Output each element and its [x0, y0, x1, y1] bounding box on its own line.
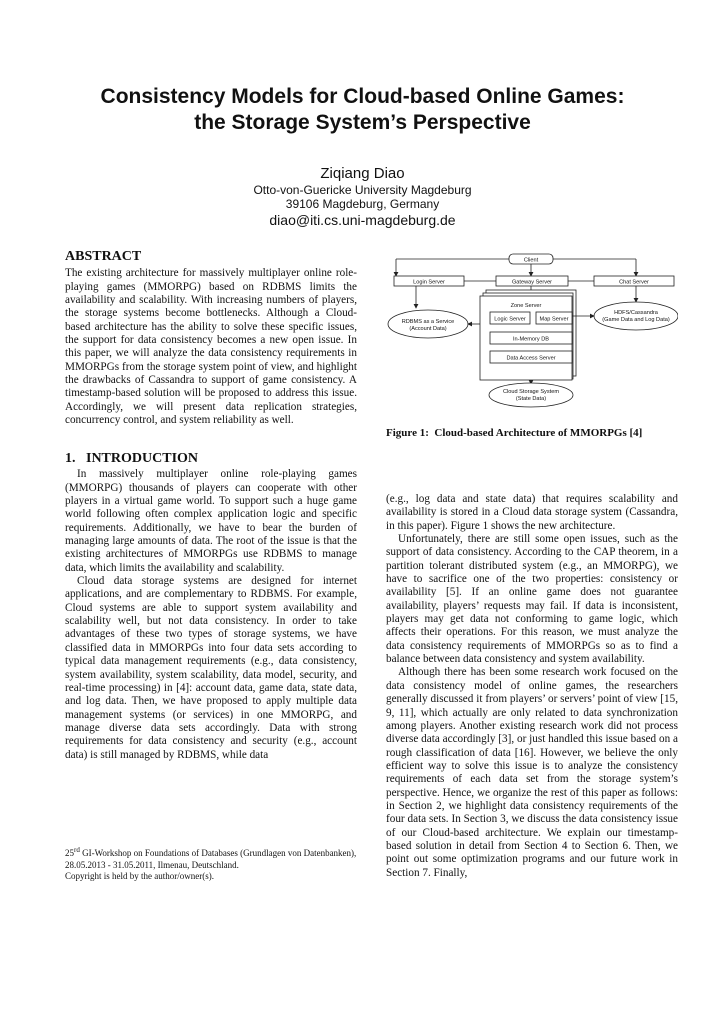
- introduction-heading: 1. INTRODUCTION: [65, 451, 199, 466]
- footnote: [65, 845, 357, 883]
- footnote-copyright: Copyright is held by the author/owner(s).: [65, 871, 214, 881]
- figure-caption: Figure 1: Cloud-based Architecture of MMORPGs [4]: [386, 427, 643, 439]
- hdfs-label: HDFS/Cassandra: [614, 310, 658, 316]
- abstract-text: The existing architecture for massively multiplayer online role-playing games (MMORPG) based on RDBMS limits the availability and scalability. With increasing numbers of players, the storage systems become bottlenecks. Although a Cloud-based architecture has the ability to solve these specific issues, the support for data consistency becomes a new open issue. In this paper, we will analyze the data consistency requirements in MMORPGs from the storage system point of view, and highlight the drawbacks of Cassandra to support of game consistency. A timestamp-based solution will be proposed to address this issue. Accordingly, we will present data replication strategies, concurrency control, and system reliability as well.: [65, 267, 357, 427]
- paper-title: [0, 84, 725, 136]
- introduction-section: [65, 452, 357, 762]
- cloud-storage-sublabel: (State Data): [515, 396, 547, 402]
- rdbms-label: RDBMS as a Service: [401, 319, 455, 325]
- hdfs-sublabel: (Game Data and Log Data): [602, 317, 670, 323]
- architecture-figure: [386, 252, 678, 412]
- abstract-section: [65, 250, 357, 427]
- right-paragraph-1: (e.g., log data and state data) that requires scalability and availability is stored in a Cloud data storage system (Cassandra, in this paper). Figure 1 shows the new architecture.: [386, 493, 678, 532]
- right-paragraph-3: Although there has been some research work focused on the data consistency model of online games, the researchers generally discussed it from players’ or servers’ point of view [15, 9, 11], which actually are only related to data synchronization among players. Another existing research work did not process diverse data accordingly [3], or just handled this issue based on a rough classification of data [16]. However, we believe the only efficient way to solve this issue is to analyze the consistency requirements of each data set from the storage system’s perspective. Hence, we organize the rest of this paper as follows: in Section 2, we highlight data consistency requirements of the four data sets. In Section 3, we discuss the data consistency issue of our Cloud-based architecture. We explain our timestamp-based solution in detail from Section 4 to Section 6. Then, we point out some optimization programs and our future work in Section 7. Finally,: [386, 666, 678, 879]
- intro-paragraph-2: Cloud data storage systems are designed for internet applications, and are complementary to RDBMS. For example, Cloud systems are able to support system availability and scalability well, but not data consistency. In order to take advantages of these two types of storage systems, we have classified data in MMORPGs into four data sets according to typical data management requirements (e.g., data consistency, system availability, system scalability, data model, security, and real-time processing) in [4]: account data, game data, state data, and log data. Then, we have proposed to apply multiple data management systems (or services) in one MMORPG, and manage diverse data sets accordingly. Data with strong requirements for data consistency and security (e.g., account data) is still managed by RDBMS, while data: [65, 575, 357, 761]
- client-label: Client: [523, 257, 539, 264]
- title-line-1: Consistency Models for Cloud-based Online Games:: [100, 85, 625, 108]
- abstract-heading: ABSTRACT: [65, 249, 142, 264]
- rdbms-sublabel: (Account Data): [409, 326, 447, 332]
- map-server-label: Map Server: [539, 316, 569, 323]
- title-line-2: the Storage System’s Perspective: [194, 111, 531, 134]
- right-paragraph-2: Unfortunately, there are still some open issues, such as the support of data consistency. According to the CAP theorem, in a partition tolerant distributed system (e.g., an MMORPG), we have to sacrifice one of the two properties: consistency or availability [5]. If an online game does not guarantee availability, players’ requests may fail. If data is inconsistent, players may get data not conforming to game logic, which affects their operations. For this reason, we must analyze the data consistency requirements of MMORPGs so as to find a balance between data consistency and system availability.: [386, 533, 678, 666]
- login-server-label: Login Server: [413, 279, 445, 286]
- in-memory-db-label: In-Memory DB: [512, 336, 550, 343]
- right-column-text: [386, 493, 678, 880]
- data-access-server-label: Data Access Server: [506, 355, 556, 362]
- author-block: [0, 165, 725, 229]
- cloud-storage-label: Cloud Storage System: [503, 389, 559, 395]
- author-affiliation: Otto-von-Guericke University Magdeburg: [253, 183, 472, 197]
- author-email[interactable]: diao@iti.cs.uni-magdeburg.de: [269, 212, 456, 228]
- logic-server-label: Logic Server: [494, 316, 526, 323]
- footnote-workshop: 25rd GI-Workshop on Foundations of Databases (Grundlagen von Datenbanken), 28.05.2013 - 31.05.2011, Ilmenau, Deutschland.: [65, 846, 357, 870]
- gateway-server-label: Gateway Server: [511, 279, 553, 286]
- author-name: Ziqiang Diao: [320, 165, 405, 182]
- intro-paragraph-1: In massively multiplayer online role-playing games (MMORPG) thousands of players can cooperate with other players in a virtual game world. To support such a huge game world following often complex application logic and specific requirements. Additionally, we have to bear the burden of managing large amounts of data. The root of the issue is that the existing architectures of MMORPGs use RDBMS to manage data, which limits the availability and scalability.: [65, 468, 357, 574]
- zone-server-label: Zone Server: [510, 303, 542, 309]
- chat-server-label: Chat Server: [619, 279, 649, 286]
- author-address: 39106 Magdeburg, Germany: [285, 197, 440, 211]
